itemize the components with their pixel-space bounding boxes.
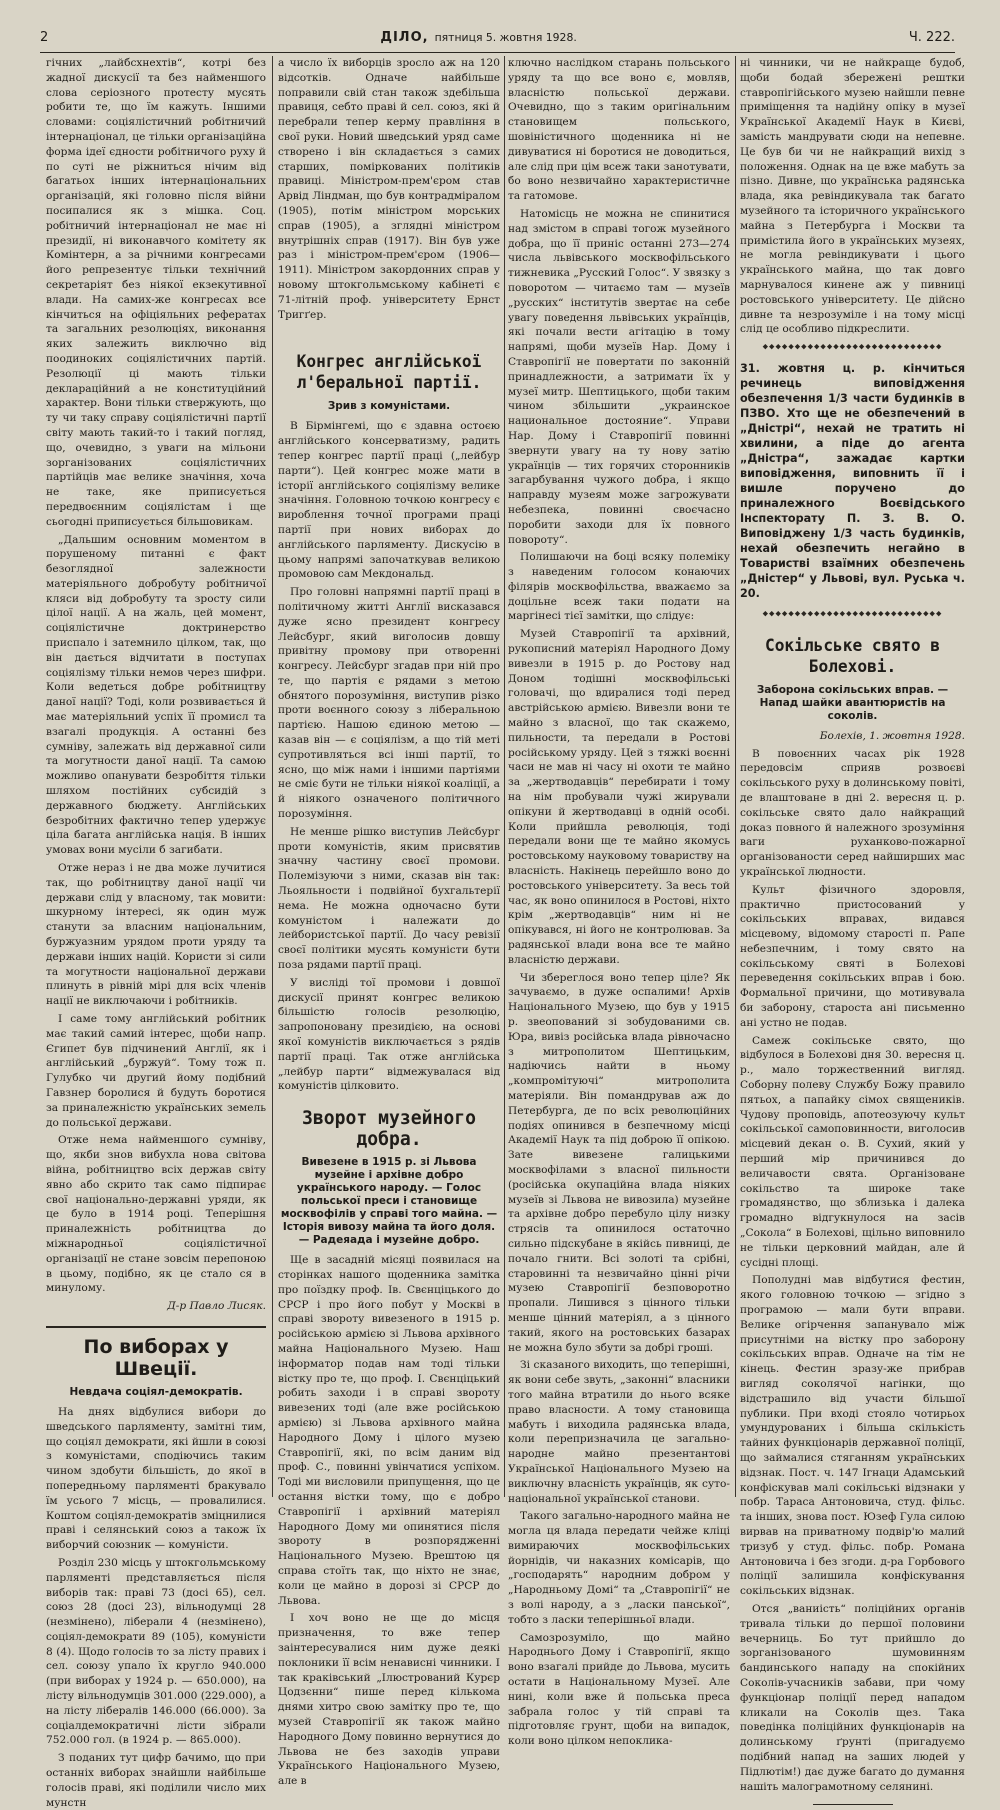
masthead [380,30,576,45]
paragraph: Отже нераз і не два може лучитися так, що робітництву даної нації чи держави слід у власному, так мовити: шкурному інтересі, як один муж станути за власним національним, буржуазним урядом проти уряду та держави інших націй. Користи зі сили та могутности національної держави плинуть в рівній мірі для всіх членів нації не виключаючи і робітників. [46,862,266,1008]
ornament-divider: ◆◆◆◆◆◆◆◆◆◆◆◆◆◆◆◆◆◆◆◆◆◆◆◆◆◆◆◆ [762,342,943,353]
paragraph: а число їх виборців зросло аж на 120 відсотків. Одначе найбільше поправили свій стан також здебільша правиця, себто праві й сел. союз, які й перебрали тепер керму правління в свої руки. Новий шведський уряд саме створено і він складається з самих старших, поміркованих політиків правиці. Міністром-прем'єром став Арвід Ліндман, що був контрадміралом (1905), потім міністром морських справ (1905), а зглядні міністром внутрішніх справ (1917). Він був уже раз і міністром-прем'єром (1906—1911). Міністром закордонних справ у новому штокгольмському кабінеті є 71-літній проф. університету Ернст Тригґер. [278,57,500,321]
paragraph: Самеж сокільське свято, що відбулося в Болехові дня 30. вересня ц. р., мало торжественний вигляд. Соборну полеву Службу Божу правило пятьох, а папайку сімох священиків. Чудову проповідь, апотеозуючу культ сокільської самоповинности, виголосив місцевий декан о. В. Сухий, який у перший мір причинився до величавости свята. Організоване сокільство та широке таке громадянство, що зблизька і далека громадно відгукнулося на засів „Сокола“ в Болехові, щільно виповнило не тільки церковний майдан, але й сусідні площі. [740,1034,965,1269]
paragraph: У висліді тої промови і довшої дискусії принят конгрес великою більшістю голосів резолюцію, запропоновану президією, на основі якої комуністів виключається з рядів партії праці. Так отже англійська „лейбур парти“ відмежувалася від комуністів цілковито. [278,976,500,1093]
page-header [40,26,955,53]
paragraph: І хоч воно не ще до місця призначення, то вже тепер заінтересувалися ним дуже деякі поклоники її всім ненависні чинники. І так краківський „Ілюстрований Курєр Цодзєнни“ пише перед кількома днями хитро свою замітку про те, що музей Ставропігії як також майно Народного Дому повинно вернутися до Львова не без заходів управи Українського Національного Музею, але в [278,1612,500,1788]
paragraph: ні чинники, чи не найкраще будоб, щоби бодай збережені рештки ставропігійського музею найшли певне приміщення та надійну опіку в музеї Української Академії Наук в Києві, замість мандрувати сюди на непевне. Це був би чи не найкращий вихід з положення. Однак на це вже мабуть за пізно. Дивне, що українська радянська влада, яка ревіндикувала так багато музейного та історичного українського майна з Петербурга і Москви та примістила його в українських музеях, не могла ревіндикувати і цього українського майна, що так довго марнувалося кинене аж у пивниці ростовського університету. Це дійсно дивне та незрозуміле і на тому місці слід це особливо підкреслити. [740,57,965,336]
paragraph: Отся „ваниість“ поліційних органів тривала тільки до першої половини вечерниць. Бо тут прийшло до зорганізованого шумовинням бандинського нападу на спокійних Соколів-учасників забави, при чому функціонар поліції перед нападом кликали на Соколів щез. Така поведінка поліційних функціонарів на долинському ґрунті (пригадуємо подібний напад на заших людей у Підлютім!) дає дуже багато до думання нашіть малограмотному селянині. [740,1602,965,1793]
column-3 [508,56,730,1748]
paragraph: Культ фізичного здоровля, практично пристосований у сокільських вправах, видався місцевому, відомому старості п. Рапе небезпечним, і тому свято на сокільському святі в Болехові переведення сокільських вправ і бою. Формальної причини, що мотивувала би заборону, староста ані письменно ані устно не подав. [740,883,965,1029]
issue-number: Ч. 222. [908,29,955,45]
paragraph: З поданих тут цифр бачимо, що при останніх виборах знайшли найбільше голосів праві, які поділили число мих мунстн [46,1752,266,1809]
paragraph: Ще в засадній місяці появилася на сторінках нашого щоденника замітка про поїздку проф. Ів. Свєнціцького до СРСР і про його побут у Москві в справі звороту вивезеного в 1915 р. російською армією зі Львова архівного майна Національного Музею. Наш інформатор подав нам тоді тільки вістку про те, що проф. І. Свєнціцький робить заходи і в справі звороту вивезених тоді (але вже російською армією) зі Львова архівного майна Народного Дому і цілого музею Ставропігії, які, по всім даним від проф. С., повинні увінчатися успіхом. Тоді ми висловили припущення, що це остання вістки тому, що є добро Ставропігії і архівний матеріял Народного Дому ми опинятися після звороту в розпорядженні Національного Музею. Врештою ця справа стоїть так, що ніхто не знає, коли це майно в дорозі зі СРСР до Львова. [278,1254,500,1607]
article-headline: По виборах у Швеції. [46,1326,266,1380]
column-rule [272,56,273,1497]
paragraph: ключно наслідком старань польського уряду та що все воно є, мовляв, власністю польської держави. Очевидно, що з таким оригінальним становищем польського, шовіністичного щоденника ні не дивуватися ні боротися не доводиться, але слід при цім всеж таки занотувати, бо воно незвичайно характеристичне та гатомове. [508,57,730,203]
article-subheadline: Вивезене в 1915 р. зі Львова музейне і архівне добро українського народу. — Голос польської преси і становище москвофілів у справі того майна. — Історія вивозу майна та його доля. — Радеяада і музейне добро. [280,1156,498,1247]
paragraph: Музей Ставропігії та архівний, рукописний матеріял Народного Дому вивезли в 1915 р. до Ростову над Доном тодішні москвофільські головачі, що вдиралися тоді перед австрійською армією. Вивезли вони те майно з власної, що так скажемо, пильности, та передали в Ростові російському уряду. Цей з тяжкі воєнні часи не мав ні часу ні охоти те майно за „жертводавців“ перебирати і тому на нім пробували чужі жирували опікуни й жертводавці в одній особі. Коли прийшла революція, тоді передали вони ще те майно якомусь ростовському науковому товариству на власність. Накінець перейшло воно до ростовського університету. За весь той час, як воно опинилося в Ростові, ніхто крім „жертводавців“ ним ні не опікувався, ні його не контролював. За радянської влади вона все те майно власністю держави. [508,628,730,966]
column-rule [735,56,736,1497]
column-2 [278,56,500,1788]
page-number: 2 [40,29,49,45]
dateline: Болехів, 1. жовтня 1928. [819,729,965,742]
article-headline: Сокільське свято в Болехові. [764,635,941,677]
paragraph: В повоєнних часах рік 1928 передовсім сприяв розвоєві сокільського руху в долинському повіті, де влаштоване в дні 2. вересня ц. р. сокільське свято дало найкращий доказ повного й належного зрозуміння ваги руханково-пожарної організованости серед найширших мас української людности. [740,747,965,878]
paragraph: Полишаючи на боці всяку полеміку з наведеним голосом конаючих філярів москвофільства, вважаємо за доцільне всеж таки подати на маргінесі тієї замітки, що слідує: [508,551,730,623]
article-headline: Конгрес англійської л'беральної партії. [296,352,482,394]
article-subheadline: Невдача соціял-демократів. [69,1385,243,1398]
column-4 [740,56,965,1793]
paragraph: Такого загально-народного майна не могла ця влада передати чейже кліці вимираючих москвофільських йорнідів, чи наказних комісарів, що „господарять“ народним добром у „Народньому Домі“ та „Ставропігії“ не з волі народу, а з „ласки панської“, тобто з ласки теперішньої влади. [508,1510,730,1626]
paragraph: „Дальшим основним моментом в порушеному питанні є факт безоглядної залежности матеріяльного добробуту робітничої кляси від добробуту та зросту сили цілої нації. А на жаль, цей момент, соціялістичне доктринерство приспало і затемнило цілком, так, що він дається відчитати в поступах соціялізму тільки немов через шифри. Коли ведеться добре робітництву даної нації? Тоді, коли розвивається й має матеріяльний успіх її промисл та взагалі продукція. А останні без сумніву, залежать від державної сили та могутности даної нації. Та самою можливо опанувати безробіття тільки шляхом постійних субсидій з державного бюджету. Англійських безробітних фактично тепер удержує ціла багата англійська нація. В інших умовах вони мусіли б загибати. [46,533,266,857]
paragraph: Чи збереглося воно тепер ціле? Як зачуваємо, в дуже оспалими! Архів Національного Музею, що був у 1915 р. звеопований зі зобудованими св. Юра, вивіз російська влада рівночасно з митрополитом Шептицьким, надіючись найти в ньому „компромітуючі“ митрополита матеріяли. Він помандрував аж до Петербурга, де по всіх революційних подіях опинився в безпечному місці Академії Наук та під доброю її опікою. Зате вивезене галицькими москвофілами з власної пильности (російська окупаційна влада ніяких музеїв зі Львова не вивозила) музейне та архівне добро перебуло цілу низку стрясів та опинилося остаточно сильно підскубане в якійсь пивниці, де почало гнити. Всі золоті та срібні, старовинні та незвичайно цінні річи музею Ставропігії безповоротно пропали. Лишився з цінного тільки менше цінний матеріял, а з цінного такий, якого на ростовських базарах не можна було збути за добрі гроші. [508,971,730,1354]
paragraph: Самозрозуміло, що майно Народнього Дому і Ставропігії, якщо воно взагалі прийде до Львова, мусить остати в Національному Музеї. Але нині, коли вже й польська преса забрала голос у тій справі та підготовляє грунт, щоби на випадок, коли воно цілком непоклика- [508,1631,730,1748]
ornament-divider: ◆◆◆◆◆◆◆◆◆◆◆◆◆◆◆◆◆◆◆◆◆◆◆◆◆◆◆◆ [762,608,943,619]
paragraph: Зі сказаного виходить, що теперішні, як вони себе звуть, „законні“ власники того майна втратили до нього всяке право власности. А тому становища мабуть і виходила радянська влада, коли перепризначила це загально-народне майно презентантові Української Національного Музею на виключну власність українців, як суто-національної української станови. [508,1359,730,1505]
article-subheadline: Заборона сокільських вправ. — Напад шайки авантюристів на соколів. [756,683,949,722]
paragraph: Розділ 230 місць у штокгольмському парляменті представляється після виборів так: праві 73 (досі 65), сел. союз 28 (досі 23), вільнодумці 28 (незмінено), ліберали 4 (незмінено), соціял-демократи 89 (105), комуністи 8 (4). Щодо голосів то за лісту правих і сел. союзу упало їх кругло 940.000 (при виборах у 1924 р. — 650.000), на лісту вільнодумців 301.000 (229.000), а на лісту лібералів 146.000 (66.000). За соціалдемократичні лісти зібрали 752.000 гол. (в 1924 р. — 865.000). [46,1556,266,1747]
article-headline: Зворот музейного добра. [302,1107,476,1151]
end-rule [813,1804,893,1805]
paragraph: Отже нема найменшого сумніву, що, якби знов вибухла нова світова війна, робітництво всіх держав світу явно або скрито так само підпирає свої національно-державні уряди, як це було в 1914 році. Теперішня приналежність робітництва до міжнародньої соціялістичної організації не стане зовсім перепоною в цьому, подібно, як це стало ся в минулому. [46,1134,266,1295]
issue-date: пятниця 5. жовтня 1928. [434,30,577,44]
paragraph: Пополудні мав відбутися фестин, якого головною точкою — згідно з програмою — мали бути вправи. Велике огірчення запанувало між присутніми на вістку про заборону сокільських вправ. Одначе на тім не кінець. Фестин зразу-же прибрав вигляд соколячої нагінки, що відстрашило від участи більшої публики. При вході стояло чотирьох умундурованих і більша скількість тайних функціонарів державної поліції, що займалися стяганням українських відзнак. Пост. ч. 147 Ігнаци Адамський конфіскував малі сокільські відзнаки у побр. Тараса Антоновича, студ. фільс. та інших, знова пост. Юзеф Гула силою вирвав на приватному подвір'ю малий тризуб у студ. фільс. побр. Романа Антоновича і без згоди. д-ра Горбового поліції залишила конфіскування сокільських відзнак. [740,1274,965,1598]
author-signature: Д-р Павло Лисяк. [167,1300,266,1313]
paragraph: Не менше рішко виступив Лейсбург проти комуністів, яким присвятив значну частину своєї промови. Полемізуючи з ними, сказав він так: Льояльности і подвійної бухгальтерії нема. Не можна одночасно бути комуністом і належати до лейбористської партії. До часу ревізії своєї політики мусять комуністи бути поза рядами партії праці. [278,825,500,972]
paper-name: ДІЛО, [380,29,429,45]
insurance-notice: 31. жовтня ц. р. кінчиться речинець виповідження обезпечення 1/3 части будинків в ПЗВО. Хто ще не обезпечений в „Дністрі“, нехай не тратить ні хвилини, а піде до агента „Дністра“, зажадає картки виповідження, виповнить її і вишле поручено до приналежного Воєвідського Інспекторату П. З. В. О. Виповіджену 1/3 часть будинків, нехай обезпечить негайно в Товаристві взаїмних обезпечень „Дністер“ у Львові, вул. Руська ч. 20. [740,361,965,600]
column-rule [504,56,505,1497]
column-1 [46,56,266,1809]
article-subheadline: Зрив з комуністами. [327,400,451,413]
paragraph: В Бірмінгемі, що є здавна остоєю англійського консерватизму, радить тепер конгрес партії праці („лейбур парти“). Цей конгрес може мати в історії англійського соціялізму велике значіння. Головною точкою конгресу є вироблення точної програми праці партії при нових виборах до англійського парляменту. Дискусію в цьому напрямі започаткував великою промовою сам Мекдональд. [278,420,500,581]
paragraph: І саме тому англійський робітник має такий самий інтерес, щоби напр. Єгипет був підчинений Англії, як і англійський „буржуй“. Тому тож п. Гулубко чи другий йому подібний Гавзнер боролися й будуть боротися за приналежністю українських земель до польської держави. [46,1013,266,1129]
paragraph: гічних „лайбсхнехтів“, котрі без жадної дискусії та без найменшого слова серіозного протесту мусять робити те, що їм кажуть. Іншими словами: соціялістичний робітничий інтернаціонал, це тільки організаційна форма ідеї єдности робітничого руху й по суті не ріжниться нічим від багатьох інших інтернаціональних організацій, які головно після війни посипалися як з мішка. Соц. робітничий інтернаціонал не має ні президії, ні виконавчого комітету як Комінтерн, а за річними конгресами його репрезентує тільки технічний секретаріят без ніякої екзекутивної влади. На самих-же конгресах все кінчиться на офіціяльних рефератах та загальних резолюціях, виконання яких залежить виключно від поодиноких соціялістичних партій. Резолюції ці мають тільки деклараційний а не конституційний характер. Вони тільки ствержують, що ту чи таку справу соціялістичні партії світу мають такий-то і такий погляд, що, очевидно, з уваги на мільони зорганізованих соціялістичних партійців має велике значіння, хоча не таке, яке приписується передвоєнним соціялістам і ще сьогодні приписується більшовикам. [46,57,266,528]
paragraph: На днях відбулися вибори до шведського парляменту, замітні тим, що соціял демократи, які йшли в союзі з комуністами, сподіючись таким чином здобути більшість, до якої в попередньому парляменті бракувало їм усього 7 місць, — провалилися. Коштом соціял-демократів зміцнилися праві і селянський союз а також їх виборчий союзник — комуністи. [46,1405,266,1552]
paragraph: Про головні напрямні партії праці в політичному житті Англії висказався дуже ясно президент конгресу Лейсбург, який виголосив довшу привітну промову при отворенні конгресу. Лейсбург згадав при ній про те, що партія є рядами з метою обнятого порозуміння, виступив різко проти воєнного союзу з ліберальною партією. Нашою єдиною метою — казав він — є соціялізм, а що тій меті супротивляться всі інші партії, то ясно, що між нами і іншими партіями не сміє бути не тільки ніякої коаліції, а й ніякого означеного політичного порозуміння. [278,586,500,821]
paragraph: Натомісць не можна не спинитися над змістом в справі тогож музейного добра, що її приніс останні 273—274 числа львівського москвофільського тижневика „Русский Голос“. У звязку з поворотом — читаємо там — музеїв „русских“ інститутів звертає на себе увагу поведення львівських українців, які почали вести агітацію в тому напрямі, щоби музеїв Нар. Дому і Ставропігії не повертати по законній принадлежности, а затримати їх у музеї митр. Шептицького, щоби таким чином збільшити „украинское национальное достояние“. Управи Нар. Дому і Ставропігії повинні звернути увагу на ту нову затію українців — тих горячих сторонників загарбування чужого добра, і якщо направду музеям може загрожувати небезпека, повинні своєчасно поробити заходи для їх повного повороту“. [508,207,730,546]
